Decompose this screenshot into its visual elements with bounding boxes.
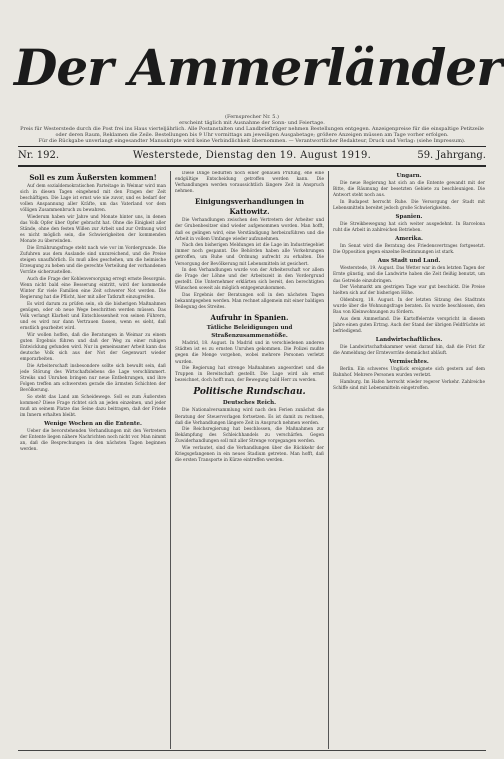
article-paragraph: Wie verlautet, sind die Verhandlungen über die Rückkehr der Kriegsgefangenen in ein neues Stadium getreten. Man hofft, daß die ersten Transporte in Kürze eintreffen werden. bbox=[175, 446, 324, 464]
article-paragraph: In Budapest herrscht Ruhe. Die Versorgung der Stadt mit Lebensmitteln bereitet jedoch große Schwierigkeiten. bbox=[333, 199, 485, 211]
article-paragraph: Der Viehmarkt am gestrigen Tage war gut beschickt. Die Preise hielten sich auf der bisherigen Höhe. bbox=[333, 285, 485, 297]
article-paragraph: Die Reichsregierung hat beschlossen, die Maßnahmen zur Bekämpfung des Schleichhandels zu verschärfen. Gegen Zuwiderhandlungen soll mit aller Strenge vorgegangen werden. bbox=[175, 427, 324, 445]
article-paragraph: Die Landwirtschaftskammer weist darauf hin, daß die Frist für die Anmeldung der Erntevorräte demnächst abläuft. bbox=[333, 344, 485, 356]
article-paragraph: Die neue Regierung hat sich an die Entente gewandt mit der Bitte, die Räumung der besetzten Gebiete zu beschleunigen. Die Antwort steht noch aus. bbox=[333, 181, 485, 199]
column-right bbox=[333, 171, 485, 749]
article-paragraph: Oldenburg, 18. August. In der letzten Sitzung des Stadtrats wurde über die Wohnungsfrage beraten. Es wurde beschlossen, den Bau von Kleinwohnungen zu fördern. bbox=[333, 297, 485, 315]
article-subheading: Vermischtes. bbox=[389, 359, 429, 366]
issue-number: Nr. 192. bbox=[18, 150, 60, 161]
masthead-line-3: Für die Rückgabe unverlangt eingesandter Manuskripte wird keine Verbindlichkeit übernommen. — Verantwortlicher Redakteur, Druck und Verlag: (siehe Impressum). bbox=[38, 138, 466, 144]
article-paragraph: Die Arbeiterschaft insbesondere sollte sich bewußt sein, daß jede Störung des Wirtschaftslebens die Lage verschlimmert. Streiks und Unruhen bringen nur neue Entbehrungen, und ihre Folgen treffen am schwersten gerade die ärmsten Schichten der Bevölkerung. bbox=[20, 363, 166, 394]
article-paragraph: So steht das Land am Scheidewege. Soll es zum Äußersten kommen? Diese Frage richtet sich an jeden einzelnen, und jeder muß an seinem Platze das Seine dazu beitragen, daß der Friede im Innern erhalten bleibt. bbox=[20, 394, 166, 418]
article-subheading: Aus Stadt und Land. bbox=[377, 258, 441, 265]
column-divider bbox=[328, 171, 329, 749]
article-paragraph: Die Ernährungsfrage steht nach wie vor im Vordergrunde. Die Zufuhren aus dem Auslande sind unzureichend, und die Preise steigen unaufhörlich. Es muß alles geschehen, um die heimische Erzeugung zu heben und die gerechte Verteilung der vorhandenen Vorräte sicherzustellen. bbox=[20, 245, 166, 276]
article-paragraph: Wir wollen hoffen, daß die Beratungen in Weimar zu einem guten Ergebnis führen und daß der Weg zu einer ruhigen Entwicklung gefunden wird. Nur in gemeinsamer Arbeit kann das deutsche Volk sich aus der Not der Gegenwart wieder emporarbeiten. bbox=[20, 332, 166, 363]
article-paragraph: Wiederum haben wir Jahre und Monate hinter uns, in denen das Volk Opfer über Opfer gebracht hat. Ohne die Einigkeit aller Stände, ohne den festen Willen zur Arbeit und zur Ordnung wird es nicht möglich sein, die Schwierigkeiten der kommenden Monate zu überwinden. bbox=[20, 214, 166, 245]
article-heading: Aufruhr in Spanien. bbox=[210, 313, 289, 323]
article-subheading: Tätliche Beleidigungen und Straßenzusammenstöße. bbox=[206, 325, 293, 340]
dateline-bottom-rule bbox=[18, 165, 486, 167]
article-paragraph: Berlin. Ein schweres Unglück ereignete sich gestern auf dem Bahnhof. Mehrere Personen wurden verletzt. bbox=[333, 367, 485, 379]
column-left bbox=[20, 171, 166, 749]
article-heading: Politische Rundschau. bbox=[193, 387, 306, 398]
article-paragraph: Auf dem sozialdemokratischen Parteitage in Weimar wird man sich in diesen Tagen eingehend mit den Fragen der Zeit beschäftigen. Die Lage ist ernst wie nie zuvor, und es bedarf der vollen Anspannung aller Kräfte, um das Vaterland vor dem völligen Zusammenbruch zu bewahren. bbox=[20, 184, 166, 214]
article-paragraph: Die Regierung hat strenge Maßnahmen angeordnet und die Truppen in Bereitschaft gestellt. Die Lage wird als ernst bezeichnet, doch hofft man, der Bewegung bald Herr zu werden. bbox=[175, 366, 324, 384]
article-subheading: Spanien. bbox=[395, 213, 423, 220]
article-paragraph: Die Nationalversammlung wird nach den Ferien zunächst die Beratung der Steuervorlagen fortsetzen. Es ist damit zu rechnen, daß die Verhandlungen längere Zeit in Anspruch nehmen werden. bbox=[175, 408, 324, 426]
article-subheading: Deutsches Reich. bbox=[222, 400, 277, 407]
article-paragraph: Nach den bisherigen Meldungen ist die Lage im Industriegebiet immer noch gespannt. Die Behörden haben alle Vorkehrungen getroffen, um Ruhe und Ordnung aufrecht zu erhalten. Die Versorgung der Bevölkerung mit Lebensmitteln ist gesichert. bbox=[175, 243, 324, 267]
article-paragraph: Das Ergebnis der Beratungen soll in den nächsten Tagen bekanntgegeben werden. Man rechnet allgemein mit einer baldigen Beilegung des Streites. bbox=[175, 293, 324, 311]
article-paragraph: Die Streikbewegung hat sich weiter ausgedehnt. In Barcelona ruht die Arbeit in zahlreichen Betrieben. bbox=[333, 221, 485, 234]
article-paragraph: Ueber die bevorstehenden Verhandlungen mit den Vertretern der Entente liegen nähere Nachrichten noch nicht vor. Man nimmt an, daß die Besprechungen in den nächsten Tagen beginnen werden. bbox=[20, 429, 166, 453]
article-paragraph: Diese Dinge bedürfen noch einer genauen Prüfung, ehe eine endgültige Entscheidung getroffen werden kann. Die Verhandlungen werden voraussichtlich längere Zeit in Anspruch nehmen. bbox=[175, 171, 324, 195]
masthead-line-2: Preis für Westerstede durch die Post frei ins Haus vierteljährlich. Alle Postanstalten und Landbriefträger nehmen Bestellungen entgegen. Anzeigenpreise für die einspaltige Petitzeile oder deren Raum, Reklamen die Zeile. Bestellungen bis 9 Uhr vormittags am jeweiligen Ausgabetage; größere Anzeigen müssen am Tage vorher erfolgen. bbox=[20, 126, 484, 138]
column-middle bbox=[175, 171, 324, 749]
article-paragraph: Auch die Frage der Kohlenversorgung erregt ernste Besorgnis. Wenn nicht bald eine Besserung eintritt, wird der kommende Winter für viele Familien eine Zeit schwerer Not werden. Die Regierung hat die Pflicht, hier mit aller Tatkraft einzugreifen. bbox=[20, 276, 166, 301]
article-subheading: Wenige Wochen an die Entente. bbox=[44, 421, 142, 428]
page-bottom-rule bbox=[18, 750, 486, 751]
article-paragraph: Die Verhandlungen zwischen den Vertretern der Arbeiter und der Grubenbesitzer sind wieder aufgenommen worden. Man hofft, daß es gelingen wird, eine Verständigung herbeizuführen und die Arbeit in vollem Umfange wieder aufzunehmen. bbox=[175, 218, 324, 242]
article-paragraph: Hamburg. Im Hafen herrscht wieder regerer Verkehr. Zahlreiche Schiffe sind mit Lebensmitteln eingetroffen. bbox=[333, 379, 485, 391]
article-subheading: Amerika. bbox=[395, 236, 423, 243]
dateline-top-rule bbox=[18, 146, 486, 147]
article-paragraph: In den Verhandlungen wurde von der Arbeiterschaft vor allem die Frage der Löhne und der Arbeitszeit in den Vordergrund gestellt. Die Unternehmer erklärten sich bereit, den berechtigten Wünschen soweit als möglich entgegenzukommen. bbox=[175, 268, 324, 292]
article-heading: Soll es zum Äußersten kommen! bbox=[29, 173, 157, 182]
article-subheading: Ungarn. bbox=[396, 173, 422, 179]
article-subheading: Landwirtschaftliches. bbox=[375, 336, 443, 343]
article-paragraph: Aus dem Ammerland. Die Kartoffelernte verspricht in diesem Jahre einen guten Ertrag. Auch der Stand der übrigen Feldfrüchte ist befriedigend. bbox=[333, 316, 485, 334]
masthead-title: Der Ammerländer bbox=[14, 38, 502, 97]
article-paragraph: Im Senat wird die Beratung des Friedensvertrages fortgesetzt. Die Opposition gegen einzelne Bestimmungen ist stark. bbox=[333, 244, 485, 256]
issue-year: 59. Jahrgang. bbox=[417, 150, 486, 161]
article-paragraph: Westerstede, 19. August. Das Wetter war in den letzten Tagen der Ernte günstig, und die Landwirte haben die Zeit fleißig benutzt, um das Getreide einzubringen. bbox=[333, 266, 485, 284]
article-heading: Einigungsverhandlungen in Kattowitz. bbox=[195, 197, 304, 217]
article-paragraph: Madrid, 18. August. In Madrid und in verschiedenen anderen Städten ist es zu ernsten Unruhen gekommen. Die Polizei mußte gegen die Menge vorgehen, wobei mehrere Personen verletzt wurden. bbox=[175, 341, 324, 365]
issue-place-date: Westerstede, Dienstag den 19. August 1919. bbox=[132, 150, 372, 161]
masthead-supplement: (Fernsprecher Nr. 5.) bbox=[225, 114, 279, 120]
dateline bbox=[18, 149, 486, 163]
masthead-line-1: erscheint täglich mit Ausnahme der Sonn- und Feiertage. bbox=[179, 120, 325, 126]
article-paragraph: Es wird darum zu prüfen sein, ob die bisherigen Maßnahmen genügen, oder ob neue Wege beschritten werden müssen. Das Volk verlangt Klarheit und Entschlossenheit von seinen Führern, und es wird nur dann Vertrauen fassen, wenn es sieht, daß ernstlich gearbeitet wird. bbox=[20, 301, 166, 332]
column-divider bbox=[170, 171, 171, 749]
